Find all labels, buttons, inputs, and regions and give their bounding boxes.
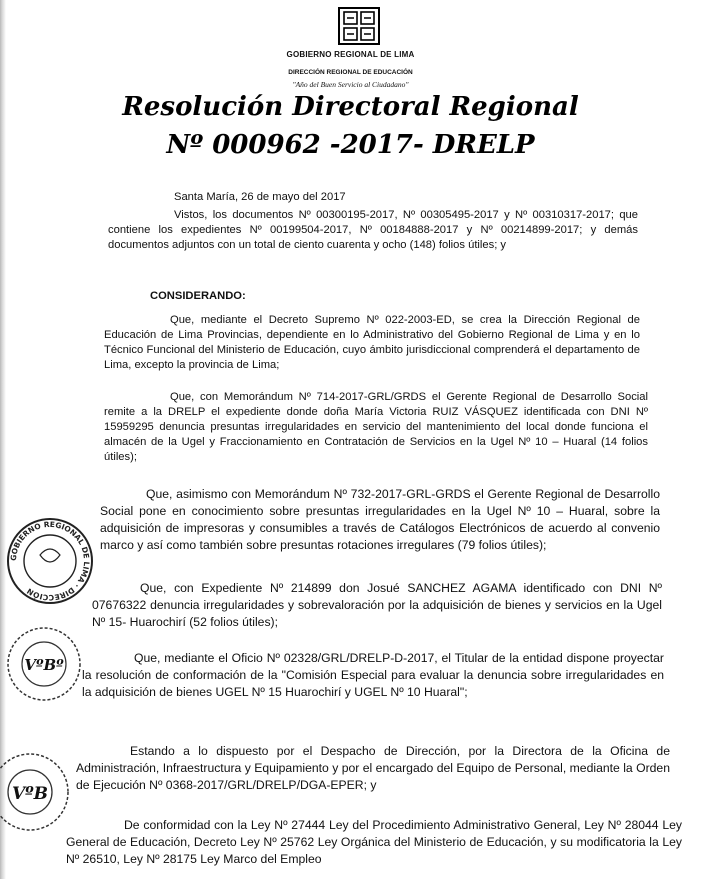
government-name: GOBIERNO REGIONAL DE LIMA xyxy=(286,50,415,59)
visto-bueno-stamp-1 xyxy=(2,622,86,706)
regional-emblem-icon xyxy=(337,6,381,46)
seal-text: GOBIERNO REGIONAL DE LIMA · DIRECCIÓN xyxy=(8,519,92,603)
resolution-number: Nº 000962 -2017- DRELP xyxy=(166,130,535,160)
visto-bueno-stamp-2 xyxy=(0,746,70,838)
paragraph-5: Que, mediante el Oficio Nº 02328/GRL/DRELP-D-2017, el Titular de la entidad dispone proyectar la resolución de conformación de la "Comisión Especial para evaluar la denuncia sobre irregularidades en la adquisición de bienes UGEL Nº 15 Huarochirí y UGEL Nº 10 Huaral"; xyxy=(82,651,664,699)
paragraph-1: Que, mediante el Decreto Supremo Nº 022-2003-ED, se crea la Dirección Regional de Educación de Lima Provincias, dependiente en lo Administrativo del Gobierno Regional de Lima y en lo Técnico Funcional del Ministerio de Educación, cuyo ámbito jurisdiccional comprenderá el departamento de Lima, excepto la provincia de Lima; xyxy=(104,314,640,371)
considerando-heading: CONSIDERANDO: xyxy=(150,290,246,302)
vistos-paragraph: Vistos, los documentos Nº 00300195-2017, Nº 00305495-2017 y Nº 00310317-2017; que contiene los expedientes Nº 00199504-2017, Nº 00184888-2017 y Nº 00214899-2017; y demás documentos adjuntos con un total de ciento cuarenta y ocho (148) folios útiles; y xyxy=(108,209,638,251)
official-round-seal xyxy=(4,515,96,607)
vb-text-2: VºB xyxy=(11,784,49,804)
resolution-title: Resolución Directoral Regional xyxy=(122,92,579,122)
direction-name: DIRECCIÓN REGIONAL DE EDUCACIÓN xyxy=(288,69,413,76)
paragraph-6: Estando a lo dispuesto por el Despacho de Dirección, por la Directora de la Oficina de Administración, Infraestructura y Equipamiento y por el encargado del Equipo de Personal, mediante la Orden de Ejecución Nº 0368-2017/GRL/DRELP/DGA-EPER; y xyxy=(76,744,670,792)
vb-text-1: VºBº xyxy=(24,656,64,674)
paragraph-2: Que, con Memorándum Nº 714-2017-GRL/GRDS el Gerente Regional de Desarrollo Social remite a la DRELP el expediente donde doña María Victoria RUIZ VÁSQUEZ identificada con DNI Nº 15959295 denuncia presuntas irregularidades en servicio del mantenimiento del local donde funciona el almacén de la Ugel y Fraccionamiento en Contratación de Servicios en la Ugel Nº 10 – Huaral (14 folios útiles); xyxy=(104,391,648,463)
paragraph-4: Que, con Expediente Nº 214899 don Josué SANCHEZ AGAMA identificado con DNI Nº 07676322 denuncia irregularidades y sobrevaloración por la adquisición de bienes y servicios en la Ugel Nº 15- Huarochirí (52 folios útiles); xyxy=(92,581,662,629)
date-line: Santa María, 26 de mayo del 2017 xyxy=(174,191,346,203)
paragraph-7: De conformidad con la Ley Nº 27444 Ley del Procedimiento Administrativo General, Ley Nº 28044 Ley General de Educación, Decreto Ley Nº 25762 Ley Orgánica del Ministerio de Educación, y su modificatoria la Ley Nº 26510, Ley Nº 28175 Ley Marco del Empleo xyxy=(66,818,682,866)
paragraph-3: Que, asimismo con Memorándum Nº 732-2017-GRL-GRDS el Gerente Regional de Desarrollo Social pone en conocimiento sobre presuntas irregularidades en la Ugel Nº 10 – Huaral, sobre la adquisición de impresoras y consumibles a través de Catálogos Electrónicos de acuerdo al convenio marco y así como también sobre presuntas rotaciones irregulares (79 folios útiles); xyxy=(100,487,660,552)
year-motto: "Año del Buen Servicio al Ciudadano" xyxy=(292,80,409,89)
svg-text:GOBIERNO REGIONAL DE LIMA · DI xyxy=(9,520,91,602)
